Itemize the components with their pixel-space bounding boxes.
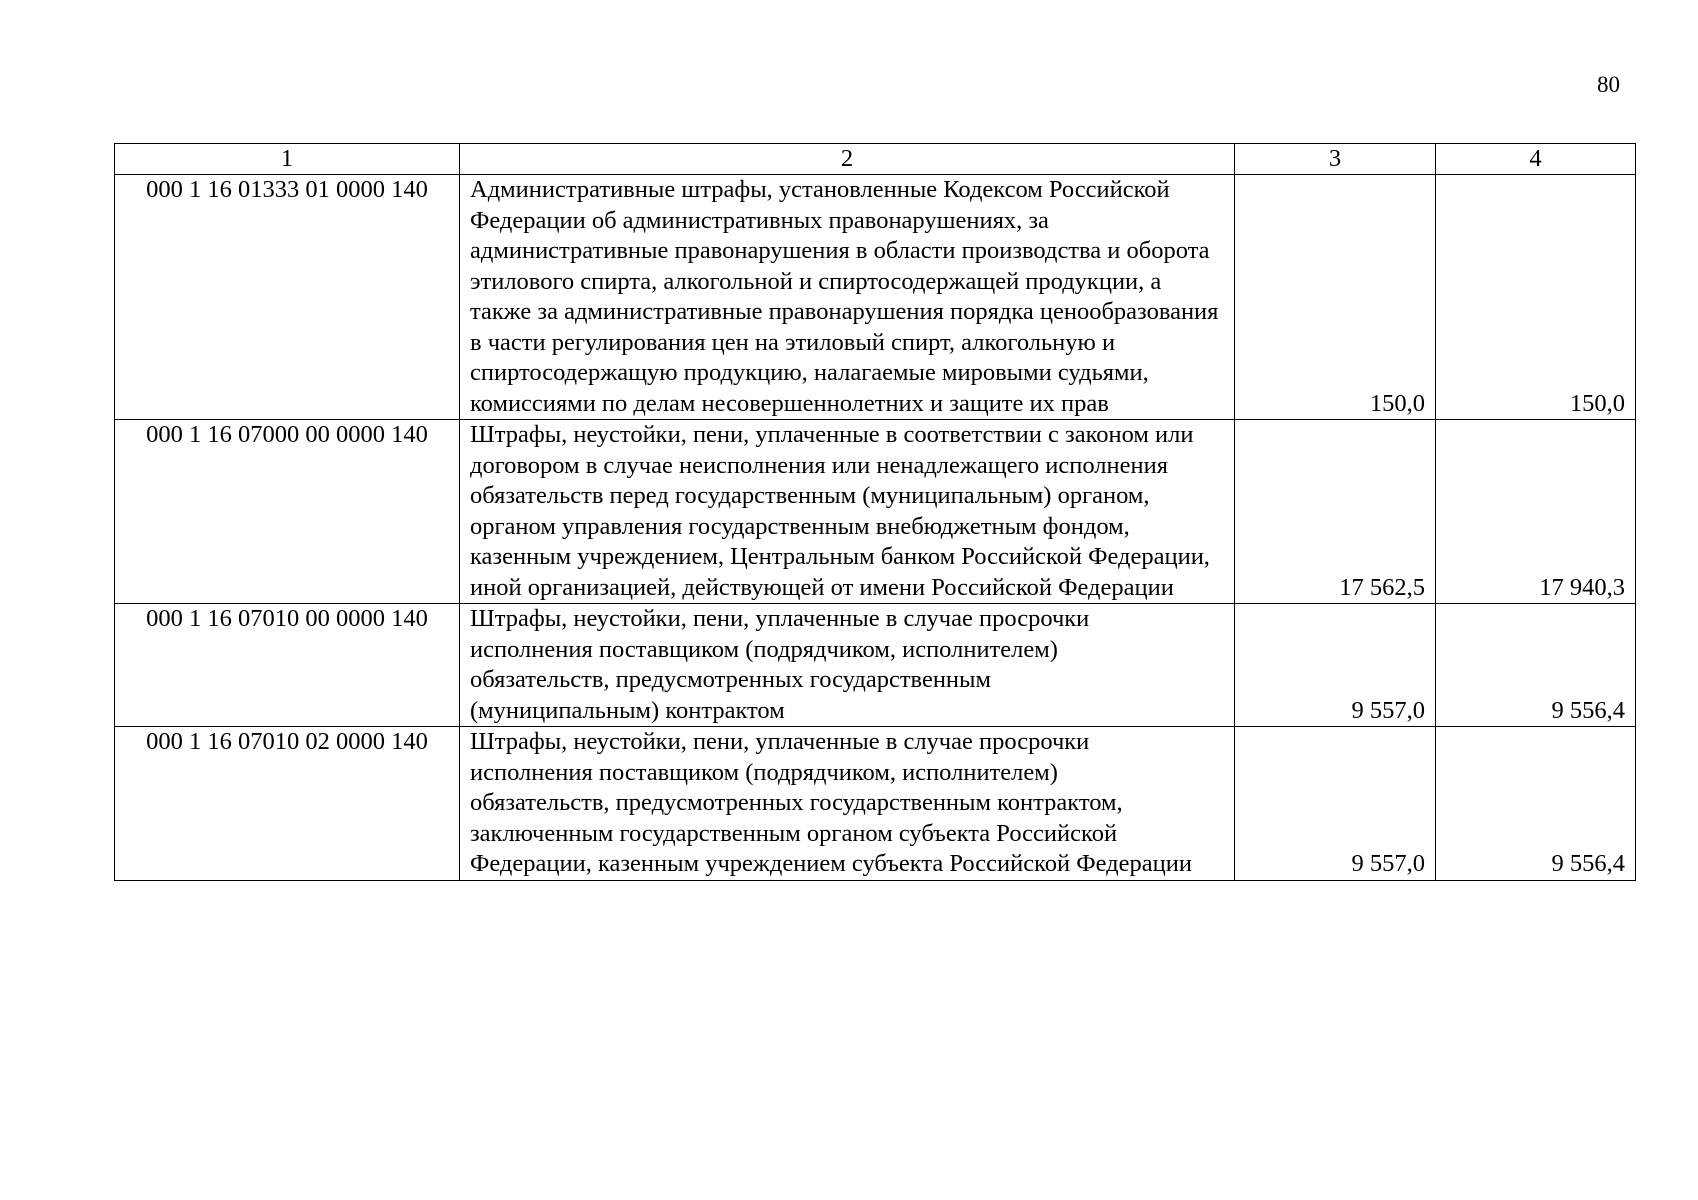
row-value-col3: 9 557,0 (1235, 727, 1436, 881)
column-header-4: 4 (1436, 144, 1636, 175)
row-code: 000 1 16 07000 00 0000 140 (115, 420, 460, 604)
page-number: 80 (1597, 72, 1620, 97)
row-description: Штрафы, неустойки, пени, уплаченные в случае просрочки исполнения поставщиком (подрядчиком, исполнителем) обязательств, предусмотренных государственным (муниципальным) контрактом (460, 604, 1235, 727)
table-row (115, 420, 1636, 604)
column-header-1: 1 (115, 144, 460, 175)
row-description: Штрафы, неустойки, пени, уплаченные в соответствии с законом или договором в случае неисполнения или ненадлежащего исполнения обязательств перед государственным (муниципальным) органом, органом управления государственным внебюджетным фондом, казенным учреждением, Центральным банком Российской Федерации, иной организацией, действующей от имени Российской Федерации (460, 420, 1235, 604)
row-value-col3: 17 562,5 (1235, 420, 1436, 604)
row-value-col4: 17 940,3 (1436, 420, 1636, 604)
row-code: 000 1 16 07010 00 0000 140 (115, 604, 460, 727)
table-row (115, 175, 1636, 420)
row-code: 000 1 16 07010 02 0000 140 (115, 727, 460, 881)
row-value-col4: 9 556,4 (1436, 727, 1636, 881)
row-code: 000 1 16 01333 01 0000 140 (115, 175, 460, 420)
column-header-2: 2 (460, 144, 1235, 175)
table-header-row (115, 144, 1636, 175)
row-value-col3: 150,0 (1235, 175, 1436, 420)
column-header-3: 3 (1235, 144, 1436, 175)
row-value-col3: 9 557,0 (1235, 604, 1436, 727)
row-description: Административные штрафы, установленные Кодексом Российской Федерации об административных правонарушениях, за административные правонарушения в области производства и оборота этилового спирта, алкогольной и спиртосодержащей продукции, а также за административные правонарушения порядка ценообразования в части регулирования цен на этиловый спирт, алкогольную и спиртосодержащую продукцию, налагаемые мировыми судьями, комиссиями по делам несовершеннолетних и защите их прав (460, 175, 1235, 420)
table-row (115, 727, 1636, 881)
row-value-col4: 150,0 (1436, 175, 1636, 420)
row-value-col4: 9 556,4 (1436, 604, 1636, 727)
row-description: Штрафы, неустойки, пени, уплаченные в случае просрочки исполнения поставщиком (подрядчиком, исполнителем) обязательств, предусмотренных государственным контрактом, заключенным государственным органом субъекта Российской Федерации, казенным учреждением субъекта Российской Федерации (460, 727, 1235, 881)
budget-table (114, 143, 1636, 881)
table-row (115, 604, 1636, 727)
